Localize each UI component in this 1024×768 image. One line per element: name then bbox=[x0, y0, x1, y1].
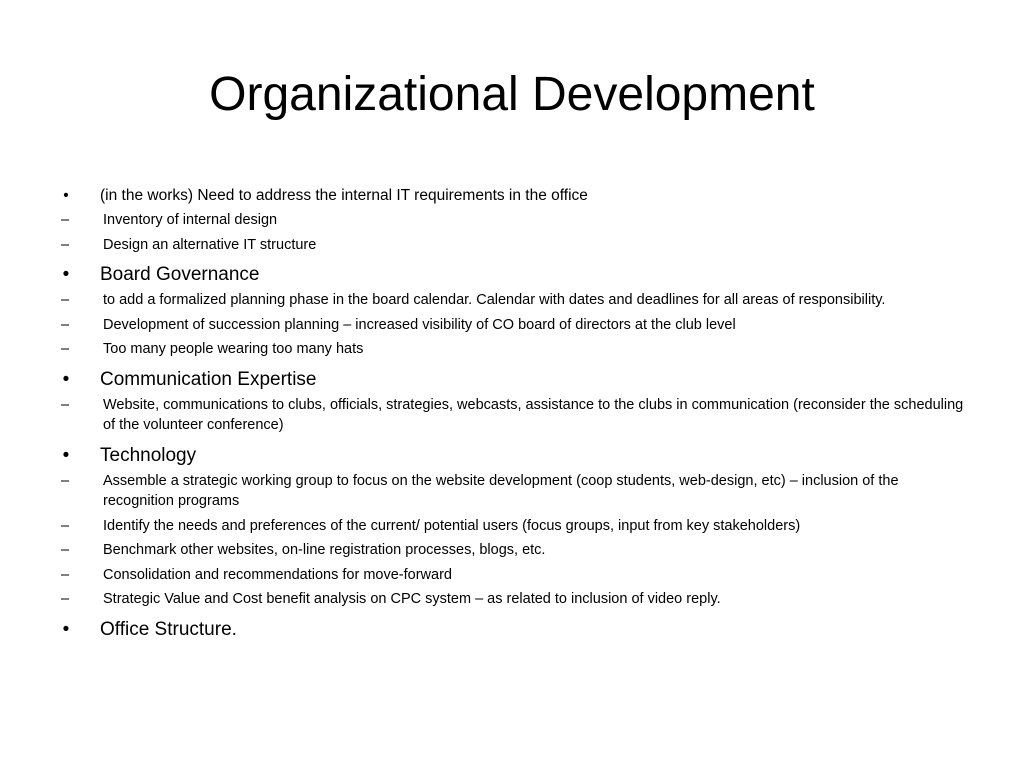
sub-item bbox=[58, 540, 968, 561]
bullet-item-office-structure bbox=[58, 617, 968, 642]
dash-icon: – bbox=[60, 566, 70, 583]
sub-item-text: Assemble a strategic working group to focus on the website development (coop students, web-design, etc) – inclusion of the recognition programs bbox=[103, 472, 899, 509]
sub-item-text: Identify the needs and preferences of the current/ potential users (focus groups, input from key stakeholders) bbox=[103, 517, 801, 534]
sub-item bbox=[58, 235, 968, 256]
bullet-dot-icon: • bbox=[63, 187, 69, 204]
bullet-text: (in the works) Need to address the internal IT requirements in the office bbox=[100, 187, 588, 204]
sub-item bbox=[58, 516, 968, 537]
bullet-dot-icon: • bbox=[62, 618, 70, 640]
sub-item-text: Website, communications to clubs, officials, strategies, webcasts, assistance to the clubs in communication (reconsider the scheduling of the volunteer conference) bbox=[103, 396, 964, 433]
bullet-item-board-governance bbox=[58, 262, 968, 287]
dash-icon: – bbox=[60, 542, 70, 558]
bullet-text: Office Structure. bbox=[100, 618, 237, 640]
dash-icon: – bbox=[60, 396, 70, 413]
dash-icon: – bbox=[60, 472, 70, 489]
sub-item bbox=[58, 395, 968, 436]
bullet-dot-icon: • bbox=[62, 368, 70, 390]
sub-item bbox=[58, 339, 968, 360]
sub-item-text: Development of succession planning – increased visibility of CO board of directors at the club level bbox=[103, 316, 736, 333]
sub-item-text: Consolidation and recommendations for move-forward bbox=[103, 566, 452, 583]
bullet-text: Technology bbox=[100, 444, 197, 466]
dash-icon: – bbox=[60, 517, 70, 534]
dash-icon: – bbox=[60, 212, 70, 228]
sub-list bbox=[58, 471, 968, 610]
dash-icon: – bbox=[60, 341, 70, 357]
sub-item-text: to add a formalized planning phase in the board calendar. Calendar with dates and deadlines for all areas of responsibility. bbox=[103, 292, 886, 308]
sub-item-text: Design an alternative IT structure bbox=[103, 236, 317, 253]
sub-item-text: Too many people wearing too many hats bbox=[103, 341, 364, 357]
bullet-text: Communication Expertise bbox=[100, 368, 317, 390]
dash-icon: – bbox=[60, 316, 70, 333]
bullet-item-technology bbox=[58, 443, 968, 468]
sub-item bbox=[58, 589, 968, 610]
bullet-dot-icon: • bbox=[62, 264, 70, 285]
bullet-item-it-requirements bbox=[58, 185, 968, 207]
sub-item bbox=[58, 565, 968, 586]
sub-list bbox=[58, 395, 968, 436]
dash-icon: – bbox=[60, 591, 70, 607]
bullet-item-communication-expertise bbox=[58, 367, 968, 392]
bullet-dot-icon: • bbox=[62, 444, 70, 466]
bullet-list bbox=[58, 185, 968, 642]
sub-item-text: Inventory of internal design bbox=[103, 212, 278, 228]
sub-item-text: Benchmark other websites, on-line registration processes, blogs, etc. bbox=[103, 542, 546, 558]
slide-title: Organizational Development bbox=[209, 68, 815, 121]
sub-item bbox=[58, 471, 968, 512]
dash-icon: – bbox=[60, 292, 70, 308]
sub-item bbox=[58, 315, 968, 336]
sub-list bbox=[58, 210, 968, 255]
dash-icon: – bbox=[60, 236, 70, 253]
sub-list bbox=[58, 290, 968, 360]
bullet-text: Board Governance bbox=[100, 264, 260, 285]
sub-item bbox=[58, 290, 968, 311]
sub-item-text: Strategic Value and Cost benefit analysis on CPC system – as related to inclusion of video reply. bbox=[103, 591, 721, 607]
sub-item bbox=[58, 210, 968, 231]
